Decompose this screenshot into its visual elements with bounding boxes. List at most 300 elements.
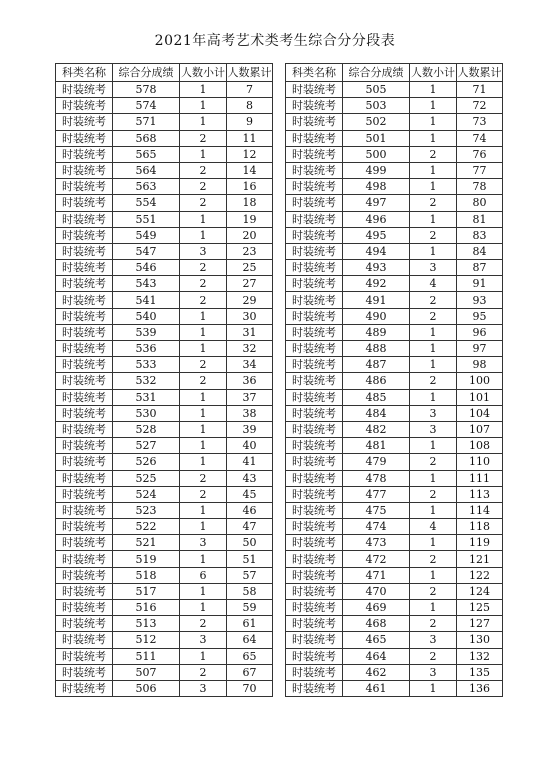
cell-score: 489: [343, 324, 410, 340]
cell-score: 519: [113, 551, 180, 567]
table-row: [56, 357, 273, 373]
cell-subject: 时装统考: [56, 519, 113, 535]
cell-subject: 时装统考: [286, 438, 343, 454]
cell-cumulative: 34: [227, 357, 273, 373]
cell-cumulative: 125: [457, 600, 503, 616]
cell-cumulative: 8: [227, 98, 273, 114]
cell-count: 1: [410, 438, 457, 454]
cell-cumulative: 132: [457, 648, 503, 664]
table-header-row: [56, 64, 273, 82]
cell-count: 1: [180, 519, 227, 535]
cell-cumulative: 64: [227, 632, 273, 648]
table-row: [286, 632, 503, 648]
cell-score: 526: [113, 454, 180, 470]
cell-subject: 时装统考: [286, 470, 343, 486]
table-row: [56, 341, 273, 357]
cell-cumulative: 135: [457, 664, 503, 680]
cell-score: 501: [343, 130, 410, 146]
cell-cumulative: 73: [457, 114, 503, 130]
cell-count: 1: [410, 324, 457, 340]
cell-count: 1: [180, 211, 227, 227]
cell-score: 531: [113, 389, 180, 405]
cell-cumulative: 70: [227, 680, 273, 696]
cell-cumulative: 30: [227, 308, 273, 324]
table-row: [286, 260, 503, 276]
cell-score: 485: [343, 389, 410, 405]
table-row: [56, 82, 273, 98]
cell-cumulative: 113: [457, 486, 503, 502]
cell-score: 524: [113, 486, 180, 502]
cell-subject: 时装统考: [286, 664, 343, 680]
cell-score: 551: [113, 211, 180, 227]
cell-subject: 时装统考: [286, 648, 343, 664]
table-header-row: [286, 64, 503, 82]
cell-cumulative: 38: [227, 405, 273, 421]
cell-score: 469: [343, 600, 410, 616]
cell-subject: 时装统考: [56, 632, 113, 648]
cell-score: 530: [113, 405, 180, 421]
cell-count: 2: [180, 130, 227, 146]
cell-subject: 时装统考: [56, 179, 113, 195]
cell-score: 502: [343, 114, 410, 130]
cell-cumulative: 111: [457, 470, 503, 486]
cell-subject: 时装统考: [56, 357, 113, 373]
cell-count: 1: [410, 162, 457, 178]
table-row: [56, 324, 273, 340]
cell-score: 468: [343, 616, 410, 632]
table-row: [56, 130, 273, 146]
cell-score: 493: [343, 260, 410, 276]
cell-score: 568: [113, 130, 180, 146]
cell-count: 1: [180, 502, 227, 518]
page-title: 2021年高考艺术类考生综合分分段表: [154, 33, 396, 49]
table-row: [56, 146, 273, 162]
cell-cumulative: 37: [227, 389, 273, 405]
cell-count: 1: [410, 130, 457, 146]
cell-count: 3: [410, 405, 457, 421]
cell-score: 464: [343, 648, 410, 664]
cell-cumulative: 71: [457, 82, 503, 98]
cell-score: 540: [113, 308, 180, 324]
header-cumulative: 人数累计: [457, 64, 503, 82]
cell-cumulative: 25: [227, 260, 273, 276]
cell-count: 1: [180, 405, 227, 421]
cell-cumulative: 93: [457, 292, 503, 308]
table-row: [56, 583, 273, 599]
cell-cumulative: 87: [457, 260, 503, 276]
cell-subject: 时装统考: [56, 82, 113, 98]
cell-cumulative: 127: [457, 616, 503, 632]
table-row: [286, 211, 503, 227]
cell-cumulative: 67: [227, 664, 273, 680]
cell-count: 1: [180, 308, 227, 324]
cell-score: 475: [343, 502, 410, 518]
cell-score: 506: [113, 680, 180, 696]
cell-score: 533: [113, 357, 180, 373]
cell-score: 571: [113, 114, 180, 130]
cell-subject: 时装统考: [286, 260, 343, 276]
cell-count: 1: [410, 243, 457, 259]
cell-subject: 时装统考: [286, 82, 343, 98]
cell-cumulative: 95: [457, 308, 503, 324]
cell-subject: 时装统考: [286, 211, 343, 227]
table-row: [286, 567, 503, 583]
cell-score: 516: [113, 600, 180, 616]
cell-subject: 时装统考: [286, 567, 343, 583]
table-row: [286, 146, 503, 162]
cell-subject: 时装统考: [56, 98, 113, 114]
cell-count: 2: [410, 486, 457, 502]
header-count: 人数小计: [410, 64, 457, 82]
cell-score: 539: [113, 324, 180, 340]
cell-subject: 时装统考: [286, 146, 343, 162]
table-row: [286, 405, 503, 421]
cell-score: 578: [113, 82, 180, 98]
table-row: [56, 551, 273, 567]
cell-cumulative: 107: [457, 421, 503, 437]
cell-subject: 时装统考: [56, 341, 113, 357]
cell-cumulative: 77: [457, 162, 503, 178]
table-row: [56, 389, 273, 405]
table-row: [286, 389, 503, 405]
cell-count: 1: [180, 341, 227, 357]
cell-cumulative: 100: [457, 373, 503, 389]
cell-cumulative: 14: [227, 162, 273, 178]
cell-count: 2: [410, 227, 457, 243]
table-row: [286, 357, 503, 373]
cell-score: 507: [113, 664, 180, 680]
cell-cumulative: 96: [457, 324, 503, 340]
table-row: [286, 535, 503, 551]
table-row: [56, 162, 273, 178]
table-row: [56, 292, 273, 308]
cell-subject: 时装统考: [286, 308, 343, 324]
cell-count: 3: [180, 632, 227, 648]
cell-subject: 时装统考: [286, 292, 343, 308]
cell-count: 2: [410, 308, 457, 324]
cell-score: 521: [113, 535, 180, 551]
cell-count: 1: [180, 98, 227, 114]
cell-count: 3: [410, 664, 457, 680]
cell-score: 462: [343, 664, 410, 680]
cell-count: 1: [180, 583, 227, 599]
cell-score: 471: [343, 567, 410, 583]
cell-cumulative: 46: [227, 502, 273, 518]
cell-cumulative: 40: [227, 438, 273, 454]
cell-score: 488: [343, 341, 410, 357]
table-row: [286, 680, 503, 696]
cell-count: 2: [180, 195, 227, 211]
cell-cumulative: 91: [457, 276, 503, 292]
cell-count: 1: [410, 680, 457, 696]
cell-count: 2: [180, 486, 227, 502]
cell-subject: 时装统考: [286, 632, 343, 648]
cell-cumulative: 9: [227, 114, 273, 130]
cell-cumulative: 51: [227, 551, 273, 567]
cell-subject: 时装统考: [56, 438, 113, 454]
cell-cumulative: 58: [227, 583, 273, 599]
cell-count: 2: [180, 373, 227, 389]
cell-count: 3: [410, 421, 457, 437]
cell-count: 2: [180, 276, 227, 292]
header-score: 综合分成绩: [343, 64, 410, 82]
cell-count: 4: [410, 519, 457, 535]
cell-count: 1: [410, 179, 457, 195]
table-row: [56, 438, 273, 454]
cell-subject: 时装统考: [286, 324, 343, 340]
cell-subject: 时装统考: [56, 130, 113, 146]
cell-cumulative: 81: [457, 211, 503, 227]
cell-score: 554: [113, 195, 180, 211]
cell-score: 574: [113, 98, 180, 114]
cell-subject: 时装统考: [286, 616, 343, 632]
cell-score: 564: [113, 162, 180, 178]
cell-score: 512: [113, 632, 180, 648]
cell-cumulative: 23: [227, 243, 273, 259]
table-row: [286, 276, 503, 292]
cell-count: 1: [410, 357, 457, 373]
cell-cumulative: 50: [227, 535, 273, 551]
cell-count: 2: [410, 292, 457, 308]
cell-count: 3: [180, 535, 227, 551]
table-row: [286, 519, 503, 535]
cell-subject: 时装统考: [286, 162, 343, 178]
cell-cumulative: 20: [227, 227, 273, 243]
cell-score: 498: [343, 179, 410, 195]
cell-subject: 时装统考: [286, 341, 343, 357]
cell-subject: 时装统考: [56, 405, 113, 421]
cell-subject: 时装统考: [56, 680, 113, 696]
cell-subject: 时装统考: [286, 551, 343, 567]
table-row: [56, 243, 273, 259]
cell-subject: 时装统考: [56, 162, 113, 178]
cell-cumulative: 121: [457, 551, 503, 567]
cell-score: 497: [343, 195, 410, 211]
cell-cumulative: 122: [457, 567, 503, 583]
table-row: [56, 211, 273, 227]
cell-score: 491: [343, 292, 410, 308]
cell-score: 549: [113, 227, 180, 243]
cell-score: 496: [343, 211, 410, 227]
cell-score: 522: [113, 519, 180, 535]
cell-subject: 时装统考: [56, 243, 113, 259]
cell-count: 2: [410, 583, 457, 599]
cell-cumulative: 45: [227, 486, 273, 502]
table-row: [286, 130, 503, 146]
cell-cumulative: 39: [227, 421, 273, 437]
cell-cumulative: 31: [227, 324, 273, 340]
cell-cumulative: 74: [457, 130, 503, 146]
cell-score: 474: [343, 519, 410, 535]
cell-score: 547: [113, 243, 180, 259]
cell-cumulative: 41: [227, 454, 273, 470]
cell-subject: 时装统考: [56, 664, 113, 680]
cell-subject: 时装统考: [56, 454, 113, 470]
cell-subject: 时装统考: [286, 227, 343, 243]
cell-cumulative: 32: [227, 341, 273, 357]
table-row: [286, 438, 503, 454]
table-row: [56, 567, 273, 583]
cell-subject: 时装统考: [56, 227, 113, 243]
cell-count: 1: [410, 600, 457, 616]
cell-count: 1: [410, 470, 457, 486]
table-row: [286, 308, 503, 324]
cell-subject: 时装统考: [286, 357, 343, 373]
table-row: [286, 664, 503, 680]
cell-subject: 时装统考: [56, 146, 113, 162]
cell-score: 477: [343, 486, 410, 502]
cell-cumulative: 114: [457, 502, 503, 518]
cell-score: 481: [343, 438, 410, 454]
cell-score: 528: [113, 421, 180, 437]
cell-score: 505: [343, 82, 410, 98]
header-subject: 科类名称: [286, 64, 343, 82]
cell-count: 3: [180, 243, 227, 259]
cell-score: 472: [343, 551, 410, 567]
cell-count: 2: [410, 648, 457, 664]
cell-score: 513: [113, 616, 180, 632]
cell-subject: 时装统考: [56, 276, 113, 292]
cell-count: 1: [410, 535, 457, 551]
cell-count: 1: [180, 438, 227, 454]
cell-count: 1: [410, 502, 457, 518]
table-row: [56, 470, 273, 486]
cell-count: 2: [180, 664, 227, 680]
cell-score: 499: [343, 162, 410, 178]
cell-count: 1: [180, 648, 227, 664]
cell-subject: 时装统考: [286, 405, 343, 421]
cell-cumulative: 124: [457, 583, 503, 599]
cell-score: 543: [113, 276, 180, 292]
cell-cumulative: 130: [457, 632, 503, 648]
cell-cumulative: 108: [457, 438, 503, 454]
table-row: [286, 243, 503, 259]
cell-score: 541: [113, 292, 180, 308]
cell-score: 527: [113, 438, 180, 454]
cell-subject: 时装统考: [286, 583, 343, 599]
cell-cumulative: 80: [457, 195, 503, 211]
cell-cumulative: 7: [227, 82, 273, 98]
cell-count: 3: [410, 632, 457, 648]
cell-subject: 时装统考: [286, 373, 343, 389]
cell-cumulative: 47: [227, 519, 273, 535]
cell-score: 473: [343, 535, 410, 551]
table-row: [286, 502, 503, 518]
table-row: [286, 470, 503, 486]
table-row: [286, 179, 503, 195]
table-row: [56, 486, 273, 502]
cell-score: 563: [113, 179, 180, 195]
cell-subject: 时装统考: [286, 195, 343, 211]
cell-count: 6: [180, 567, 227, 583]
table-row: [286, 324, 503, 340]
table-row: [56, 421, 273, 437]
cell-count: 2: [180, 162, 227, 178]
cell-score: 511: [113, 648, 180, 664]
cell-subject: 时装统考: [56, 373, 113, 389]
cell-count: 4: [410, 276, 457, 292]
table-row: [286, 373, 503, 389]
cell-count: 1: [180, 600, 227, 616]
cell-count: 2: [180, 357, 227, 373]
cell-subject: 时装统考: [56, 308, 113, 324]
cell-cumulative: 110: [457, 454, 503, 470]
cell-cumulative: 16: [227, 179, 273, 195]
cell-subject: 时装统考: [286, 98, 343, 114]
cell-subject: 时装统考: [56, 600, 113, 616]
cell-score: 546: [113, 260, 180, 276]
table-row: [286, 454, 503, 470]
cell-subject: 时装统考: [56, 195, 113, 211]
cell-cumulative: 84: [457, 243, 503, 259]
cell-score: 517: [113, 583, 180, 599]
cell-subject: 时装统考: [56, 502, 113, 518]
cell-count: 1: [180, 82, 227, 98]
cell-score: 470: [343, 583, 410, 599]
table-row: [286, 114, 503, 130]
table-row: [286, 583, 503, 599]
cell-cumulative: 65: [227, 648, 273, 664]
table-row: [56, 632, 273, 648]
cell-score: 500: [343, 146, 410, 162]
table-row: [286, 486, 503, 502]
cell-count: 1: [410, 341, 457, 357]
table-row: [286, 421, 503, 437]
table-row: [286, 162, 503, 178]
cell-cumulative: 18: [227, 195, 273, 211]
cell-score: 523: [113, 502, 180, 518]
cell-count: 1: [410, 98, 457, 114]
cell-subject: 时装统考: [286, 389, 343, 405]
table-row: [56, 373, 273, 389]
cell-cumulative: 12: [227, 146, 273, 162]
table-row: [56, 98, 273, 114]
cell-count: 1: [180, 421, 227, 437]
table-row: [286, 341, 503, 357]
cell-score: 518: [113, 567, 180, 583]
header-subject: 科类名称: [56, 64, 113, 82]
table-row: [56, 648, 273, 664]
cell-subject: 时装统考: [286, 519, 343, 535]
cell-count: 1: [180, 551, 227, 567]
cell-score: 565: [113, 146, 180, 162]
cell-subject: 时装统考: [286, 600, 343, 616]
cell-count: 2: [410, 195, 457, 211]
cell-count: 1: [410, 82, 457, 98]
table-row: [56, 276, 273, 292]
cell-cumulative: 59: [227, 600, 273, 616]
table-row: [286, 616, 503, 632]
cell-subject: 时装统考: [286, 130, 343, 146]
table-row: [56, 195, 273, 211]
header-count: 人数小计: [180, 64, 227, 82]
table-row: [56, 308, 273, 324]
cell-subject: 时装统考: [286, 421, 343, 437]
cell-count: 2: [180, 616, 227, 632]
cell-count: 1: [180, 114, 227, 130]
table-row: [56, 179, 273, 195]
cell-count: 2: [410, 551, 457, 567]
cell-subject: 时装统考: [56, 551, 113, 567]
table-row: [56, 227, 273, 243]
cell-count: 2: [410, 454, 457, 470]
cell-count: 1: [410, 114, 457, 130]
cell-score: 536: [113, 341, 180, 357]
cell-count: 3: [410, 260, 457, 276]
cell-count: 2: [410, 616, 457, 632]
cell-score: 525: [113, 470, 180, 486]
cell-count: 2: [180, 292, 227, 308]
